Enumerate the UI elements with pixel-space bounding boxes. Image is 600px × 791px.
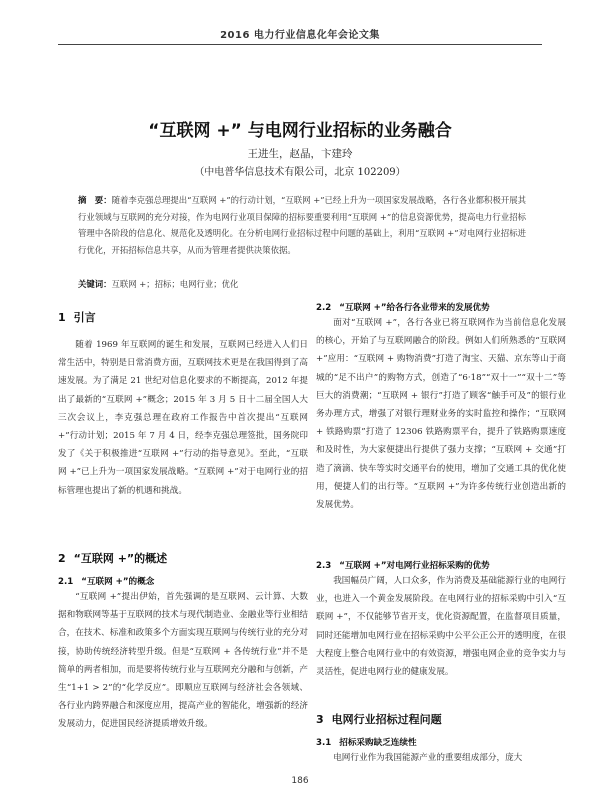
section-3-heading: [316, 711, 442, 727]
section-1-heading: [58, 309, 96, 325]
section-2-1-paragraph: “互联网 +”提出伊始，首先强调的是互联网、云计算、大数据和物联网等基于互联网的技术与现代制造业、金融业等行业相结合，在技术、标准和政策多个方面实现互联网与传统行业的充分对接，协助传统经济转型升级。但是“互联网 + 各传统行业”并不是简单的两者相加，而是要将传统行业与互联网充分融和与创新，产生“1+1 > 2”的“化学反应”。即顺应互联网与经济社会各领域、各行业内跨界融合和深度应用，提高产业的智能化，增强新的经济发展动力，促进国民经济提质增效升级。: [58, 592, 308, 730]
section-title: 招标采购缺乏连续性: [339, 738, 417, 748]
page-number: 186: [291, 776, 309, 786]
section-1-paragraph: 随着 1969 年互联网的诞生和发展，互联网已经进入人们日常生活中，特别是日常消费方面，互联网技术更是在我国得到了高速发展。为了满足 21 世纪对信息化要求的不断提高，2012 年提出了最新的“互联网 +”概念；2015 年 3 月 5 日十二届全国人大三次会议上，李克强总理在政府工作报告中首次提出“互联网 +”行动计划；2015 年 7 月 4 日，经李克强总理签批，国务院印发了《关于积极推进“互联网 +”行动的指导意见》。至此，“互联网 +”已上升为一项国家发展战略。“互联网 +”对于电网行业的招标管理也提出了新的机遇和挑战。: [58, 340, 308, 496]
abstract-block: [78, 192, 526, 258]
section-title: 引言: [73, 311, 96, 324]
section-title: 电网行业招标过程问题: [331, 713, 442, 726]
section-2-heading: [58, 550, 167, 566]
section-number: 2.2: [316, 303, 332, 313]
section-2-3-heading: [316, 559, 490, 571]
abstract-label: 摘 要：: [78, 195, 112, 205]
section-number: 3: [316, 713, 324, 726]
section-number: 3.1: [316, 738, 332, 748]
section-3-1-heading: [316, 736, 417, 748]
keywords-text: 互联网 +；招标；电网行业；优化: [111, 279, 239, 289]
section-3-1-paragraph: 电网行业作为我国能源产业的重要组成部分，庞大: [333, 753, 523, 763]
affiliation: （中电普华信息技术有限公司，北京 102209）: [194, 167, 406, 178]
paper-title: “互联网 +” 与电网行业招标的业务融合: [148, 121, 452, 141]
keywords-label: 关键词：: [78, 279, 112, 289]
section-number: 2: [58, 552, 66, 565]
section-title: “互联网 +”给各行各业带来的发展优势: [339, 303, 490, 313]
running-header: 2016 电力行业信息化年会论文集: [220, 30, 380, 41]
section-2-1-heading: [58, 575, 154, 587]
section-number: 2.1: [58, 577, 74, 587]
section-title: “互联网 +”的概念: [81, 577, 155, 587]
abstract-text: 随着李克强总理提出“互联网 +”的行动计划，“互联网 +”已经上升为一项国家发展战略，各行各业都积极开展其行业领域与互联网的充分对接，作为电网行业项目保障的招标要重要利用“互联网 +”的信息资源优势，提高电力行业招标管理中各阶段的信息化、规范化及透明化。在分析电网行业招标过程中问题的基础上，利用“互联网 +”对电网行业招标进行优化，开拓招标信息共享，从而为管理者提供决策依据。: [78, 195, 527, 255]
section-title: “互联网 +”的概述: [73, 552, 168, 565]
section-number: 2.3: [316, 561, 332, 571]
authors: 王进生，赵晶，卞建玲: [247, 148, 353, 160]
section-number: 1: [58, 311, 66, 324]
section-2-2-heading: [316, 301, 490, 313]
section-title: “互联网 +”对电网行业招标采购的优势: [339, 561, 490, 571]
header-rule: [58, 44, 542, 45]
section-2-2-paragraph: 面对“互联网 +”，各行各业已将互联网作为当前信息化发展的核心，开始了与互联网融合的阶段。例如人们所熟悉的“互联网 +”应用：“互联网 + 购物消费”打造了淘宝、天猫、京东等山于商城的“足不出户”的购物方式，创造了“6·18”“双十一”“双十二”等巨大的消费潮；“互联网 + 银行”打造了顾客“触手可及”的银行业务办理方式，增强了对银行理财业务的实时监控和操作；“互联网 + 铁路购票”打造了 12306 铁路购票平台，提升了铁路购票速度和及时性，为大家便捷出行提供了强力支撑；“互联网 + 交通”打造了滴滴、快车等实时交通平台的使用，增加了交通工具的优化使用，便捷人们的出行等。“互联网 +”为许多传统行业创造出新的发展优势。: [316, 318, 566, 511]
section-2-3-paragraph: 我国幅员广阔，人口众多，作为消费及基础能源行业的电网行业，也进入一个黄金发展阶段。在电网行业的招标采购中引入“互联网 +”，不仅能够节省开支，优化资源配置，在监督项目质量，同时还能增加电网行业在招标采购中公平公正公开的透明度，在很大程度上整合电网行业中的有效资源，增强电网企业的竞争实力与灵活性，促进电网行业的健康发展。: [316, 576, 566, 678]
keywords-block: [78, 276, 526, 292]
